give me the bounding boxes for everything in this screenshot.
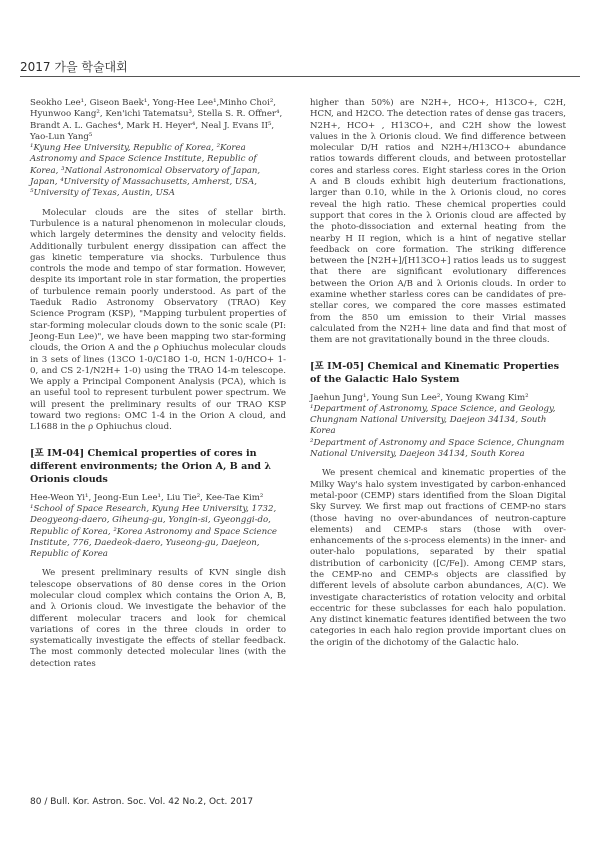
authors-im04: Hee-Weon Yi¹, Jeong-Eun Lee¹, Liu Tie², Kee-Tae Kim² — [30, 492, 264, 503]
authors-im05: Jaehun Jung¹, Young Sun Lee², Young Kwang Kim² — [310, 392, 529, 403]
right-column — [310, 98, 566, 649]
affiliations-abstract-1: ¹Kyung Hee University, Republic of Korea, ²Korea Astronomy and Space Science Institute, Republic of Korea, ³National Astronomical Observatory of Japan, Japan, ⁴University of Massachusetts, Amherst, USA, ⁵University of Texas, Austin, USA — [30, 143, 261, 199]
authors-abstract-1: Seokho Lee¹, Giseon Baek¹, Yong-Hee Lee¹,Minho Choi², Hyunwoo Kang², Ken'ichi Tatematsu³, Stella S. R. Offner⁴, Brandt A. L. Gaches⁴, Mark H. Heyer⁴, Neal J. Evans II⁵, Yao-Lun Yang⁵ — [30, 98, 283, 142]
abstract-title-im05: [포 IM-05] Chemical and Kinematic Properties of the Galactic Halo System — [310, 360, 560, 385]
affiliations-im04: ¹School of Space Research, Kyung Hee University, 1732, Deogyeong-daero, Giheung-gu, Yongin-si, Gyeonggi-do, Republic of Korea, ²Korea Astronomy and Space Science Institute, 776, Daedeok-daero, Yuseong-gu, Daejeon, Republic of Korea — [30, 503, 278, 560]
abstract-body-im05: We present chemical and kinematic properties of the Milky Way's halo system investigated by carbon-enhanced metal-poor (CEMP) stars identified from the Sloan Digital Sky Survey. We first map out fractions of CEMP-no stars (those having no over-abundances of neutron-capture elements) and CEMP-s stars (those with over-enhancements of the s-process elements) in the inner- and outer-halo populations, separated by their spatial distribution of carbonicity ([C/Fe]). Among CEMP stars, the CEMP-no and CEMP-s objects are classified by different levels of absolute carbon abundances, A(C). We investigate characteristics of rotation velocity and orbital eccentric for these subclasses for each halo population. Any distinct kinematic features identified between the two categories in each halo region provide important clues on the origin of the dichotomy of the Galactic halo. — [310, 468, 566, 648]
running-header: 2017 가을 학술대회 — [20, 60, 128, 74]
abstract-body-im04: We present preliminary results of KVN single dish telescope observations of 80 dense cores in the Orion molecular cloud complex which contains the Orion A, B, and λ Orionis cloud. We investigate the behavior of the different molecular tracers and look for chemical variations of cores in the three clouds in order to systematically investigate the effects of stellar feedback. The most commonly detected molecular lines (with the detection rates — [30, 568, 286, 669]
abstract-body-im04-continued: higher than 50%) are N2H+, HCO+, H13CO+, C2H, HCN, and H2CO. The detection rates of dense gas tracers, N2H+, HCO+ , H13CO+, and C2H show the lowest values in the λ Orionis cloud. We find difference between molecular D/H ratios and N2H+/H13CO+ abundance ratios towards different clouds, and between protostellar cores and starless cores. Eight starless cores in the Orion A and B clouds exhibit high deuterium fractionations, larger than 0.10, while in the λ Orionis cloud, no cores reveal the high ratio. These chemical properties could support that cores in the λ Orionis cloud are affected by the photo-dissociation and external heating from the nearby H II region, which is a hint of negative stellar feedback on core formation. The striking difference between the [N2H+]/[H13CO+] ratios leads us to suggest that there are significant evolutionary differences between the Orion A/B and λ Orionis clouds. In order to examine whether starless cores can be candidates of pre-stellar cores, we compared the core masses estimated from the 850 um emission to their Virial masses calculated from the N2H+ line data and find that most of them are not gravitationally bound in the three clouds. — [310, 98, 566, 346]
header-rule — [20, 76, 580, 77]
abstract-title-im04: [포 IM-04] Chemical properties of cores in different environments; the Orion A, B and λ Orionis clouds — [30, 447, 272, 485]
abstract-body-1: Molecular clouds are the sites of stellar birth. Turbulence is a natural phenomenon in molecular clouds, which largely determines the density and velocity fields. Additionally turbulent energy dissipation can affect the gas kinetic temperature via shocks. Turbulence thus controls the mode and tempo of star formation. However, despite its important role in star formation, the properties of turbulence remain poorly understood. As part of the Taeduk Radio Astronomy Observatory (TRAO) Key Science Program (KSP), "Mapping turbulent properties of star-forming molecular clouds down to the sonic scale (PI: Jeong-Eun Lee)", we have been mapping two star-forming clouds, the Orion A and the ρ Ophiuchus molecular clouds in 3 sets of lines (13CO 1-0/C18O 1-0, HCN 1-0/HCO+ 1-0, and CS 2-1/N2H+ 1-0) using the TRAO 14-m telescope. We apply a Principal Component Analysis (PCA), which is an useful tool to represent turbulent power spectrum. We will present the preliminary results of our TRAO KSP toward two regions: OMC 1-4 in the Orion A cloud, and L1688 in the ρ Ophiuchus cloud. — [30, 207, 286, 433]
left-column — [30, 98, 286, 670]
page-footer: 80 / Bull. Kor. Astron. Soc. Vol. 42 No.2, Oct. 2017 — [30, 797, 254, 807]
affiliation-im05-1: ¹Department of Astronomy, Space Science, and Geology, Chungnam National University, Daejeon 34134, South Korea — [310, 403, 556, 437]
affiliation-im05-2: ²Department of Astronomy and Space Science, Chungnam National University, Daejeon 34134, South Korea — [310, 437, 565, 460]
